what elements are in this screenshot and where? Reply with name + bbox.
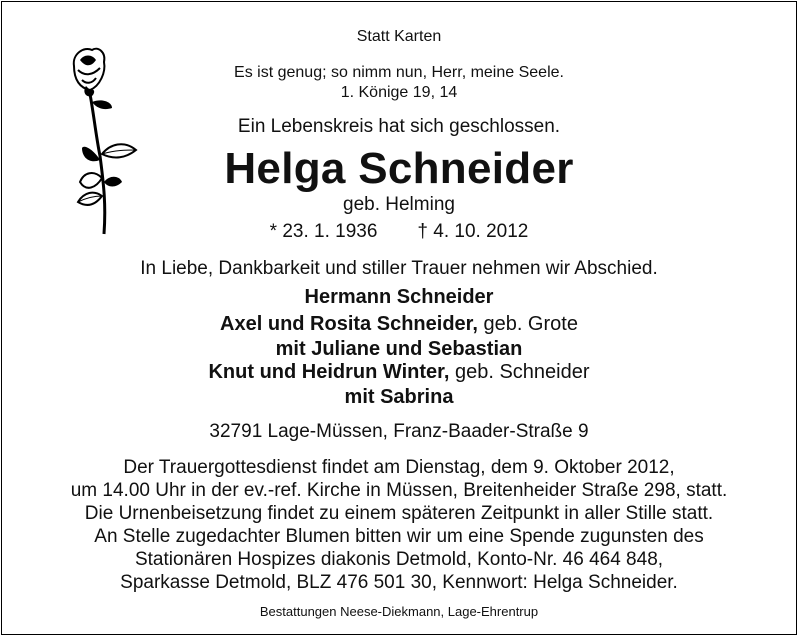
service-line: um 14.00 Uhr in der ev.-ref. Kirche in Müssen, Breitenheider Straße 298, statt. (70, 480, 728, 501)
mourner-detail: geb. Grote (477, 313, 578, 335)
maiden-name: geb. Helming (343, 194, 455, 215)
service-line: An Stelle zugedachter Blumen bitten wir um eine Spende zugunsten des (94, 526, 704, 547)
birth-date: * 23. 1. 1936 (269, 221, 378, 242)
mourner-name: Hermann Schneider (304, 286, 494, 308)
death-date: † 4. 10. 2012 (417, 221, 529, 242)
service-line: Stationären Hospizes diakonis Detmold, Konto-Nr. 46 464 848, (134, 549, 664, 570)
service-line: Der Trauergottesdienst findet am Dienstag, dem 9. Oktober 2012, (123, 457, 675, 478)
mourner-name: mit Juliane und Sebastian (275, 338, 523, 360)
dates-row (2, 221, 796, 243)
verse-line-1: Es ist genug; so nimm nun, Herr, meine Seele. (234, 64, 564, 81)
mourner-name: Knut und Heidrun Winter, (208, 361, 450, 383)
deceased-name: Helga Schneider (224, 144, 574, 193)
address-line: 32791 Lage-Müssen, Franz-Baader-Straße 9 (209, 421, 589, 442)
circle-line: Ein Lebenskreis hat sich geschlossen. (237, 116, 561, 137)
mourner-line (2, 361, 796, 384)
statt-karten: Statt Karten (356, 28, 442, 45)
mourner-name: Axel und Rosita Schneider, (220, 313, 478, 335)
mourner-line (2, 313, 796, 336)
mourner-line (2, 286, 796, 309)
farewell-line: In Liebe, Dankbarkeit und stiller Trauer nehmen wir Abschied. (140, 258, 658, 279)
service-line: Die Urnenbeisetzung findet zu einem späteren Zeitpunkt in aller Stille statt. (84, 503, 714, 524)
footer-undertaker: Bestattungen Neese-Diekmann, Lage-Ehrentrup (259, 604, 539, 619)
verse-line-2: 1. Könige 19, 14 (340, 84, 458, 101)
mourner-line (2, 338, 796, 361)
mourner-name: mit Sabrina (344, 386, 454, 408)
obituary-notice (1, 1, 797, 635)
mourner-detail: geb. Schneider (449, 361, 590, 383)
service-line: Sparkasse Detmold, BLZ 476 501 30, Kennwort: Helga Schneider. (120, 572, 678, 593)
mourner-line (2, 386, 796, 409)
